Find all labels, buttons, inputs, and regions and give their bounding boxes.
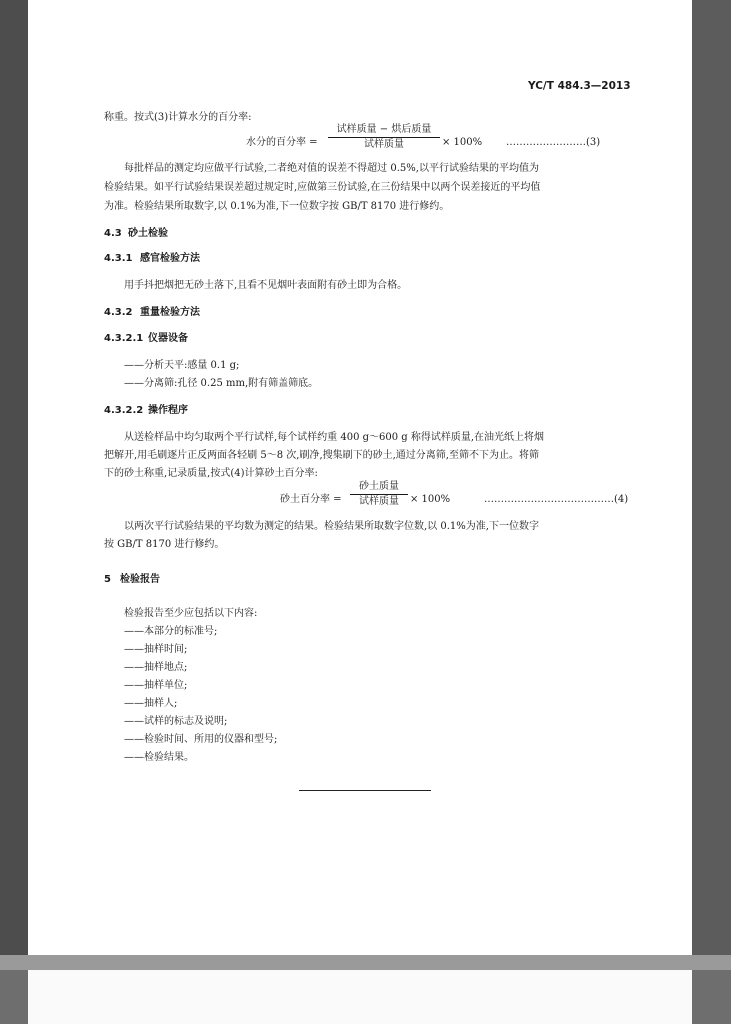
report-item: ——试样的标志及说明; <box>124 716 228 727</box>
formula-3-fraction <box>328 124 440 151</box>
report-item: ——抽样地点; <box>124 662 188 673</box>
sand-result-line-2: 按 GB/T 8170 进行修约。 <box>104 539 225 550</box>
procedure-line-1: 从送检样品中均匀取两个平行试样,每个试样约重 400 g～600 g 称得试样质量,在油光纸上将烟 <box>124 432 545 443</box>
formula-3-lhs: 水分的百分率 = <box>246 137 318 148</box>
section-4-3-2-2-title: 操作程序 <box>148 405 188 416</box>
sensory-method-text: 用手抖把烟把无砂土落下,且看不见烟叶表面附有砂土即为合格。 <box>124 280 408 291</box>
sand-result-line-1: 以两次平行试验结果的平均数为测定的结果。检验结果所取数字位数,以 0.1%为准,下一位数字 <box>124 521 539 532</box>
report-item: ——检验结果。 <box>124 752 194 763</box>
equipment-item: ——分离筛:孔径 0.25 mm,附有筛盖筛底。 <box>124 378 319 389</box>
moisture-line-2: 检验结果。如平行试验结果误差超过规定时,应做第三份试验,在三份结果中以两个误差接近的平均值 <box>104 182 541 193</box>
section-4-3-2-title: 重量检验方法 <box>140 307 200 318</box>
standard-code: YC/T 484.3—2013 <box>528 80 631 92</box>
report-item: ——抽样人; <box>124 698 178 709</box>
report-item: ——本部分的标准号; <box>124 626 218 637</box>
formula-3-factor: × 100% <box>442 137 483 148</box>
end-of-document-rule <box>299 790 431 791</box>
intro-line: 称重。按式(3)计算水分的百分率: <box>104 112 252 123</box>
section-4-3-title: 砂土检验 <box>128 228 168 239</box>
moisture-line-1: 每批样品的测定均应做平行试验,二者绝对值的误差不得超过 0.5%,以平行试验结果的平均值为 <box>124 163 539 174</box>
moisture-line-3: 为准。检验结果所取数字,以 0.1%为准,下一位数字按 GB/T 8170 进行修约。 <box>104 201 450 212</box>
formula-3-label: ……………………(3) <box>506 137 601 148</box>
section-4-3-1-number: 4.3.1 <box>104 253 133 264</box>
report-item: ——抽样时间; <box>124 644 188 655</box>
section-4-3-2-1-number: 4.3.2.1 <box>104 333 144 344</box>
formula-4-label: …………………………………(4) <box>484 494 629 505</box>
right-scan-border <box>692 0 731 960</box>
equipment-item: ——分析天平:感量 0.1 g; <box>124 360 240 371</box>
formula-4-fraction <box>350 481 408 508</box>
left-scan-border <box>0 0 28 960</box>
next-page <box>28 970 692 1024</box>
section-4-3-2-1-title: 仪器设备 <box>148 333 188 344</box>
report-item: ——检验时间、所用的仪器和型号; <box>124 734 278 745</box>
report-item: ——抽样单位; <box>124 680 188 691</box>
formula-4-factor: × 100% <box>410 494 451 505</box>
section-4-3-number: 4.3 <box>104 228 122 239</box>
formula-4-denominator: 试样质量 <box>359 496 399 507</box>
formula-4-numerator: 砂土质量 <box>350 481 408 495</box>
formula-3-numerator: 试样质量 − 烘后质量 <box>328 124 440 138</box>
section-4-3-2-number: 4.3.2 <box>104 307 133 318</box>
section-5-number: 5 <box>104 574 111 585</box>
procedure-line-2: 把解开,用毛刷逐片正反两面各轻刷 5～8 次,刷净,搜集刷下的砂土,通过分离筛,至筛不下为止。将筛 <box>104 450 539 461</box>
section-4-3-1-title: 感官检验方法 <box>140 253 200 264</box>
section-5-title: 检验报告 <box>120 574 160 585</box>
formula-4-lhs: 砂土百分率 = <box>280 494 342 505</box>
report-intro: 检验报告至少应包括以下内容: <box>124 608 258 619</box>
formula-3-denominator: 试样质量 <box>364 139 404 150</box>
procedure-line-3: 下的砂土称重,记录质量,按式(4)计算砂土百分率: <box>104 468 318 479</box>
page-gap <box>0 955 731 970</box>
section-4-3-2-2-number: 4.3.2.2 <box>104 405 144 416</box>
document-page <box>28 0 692 955</box>
